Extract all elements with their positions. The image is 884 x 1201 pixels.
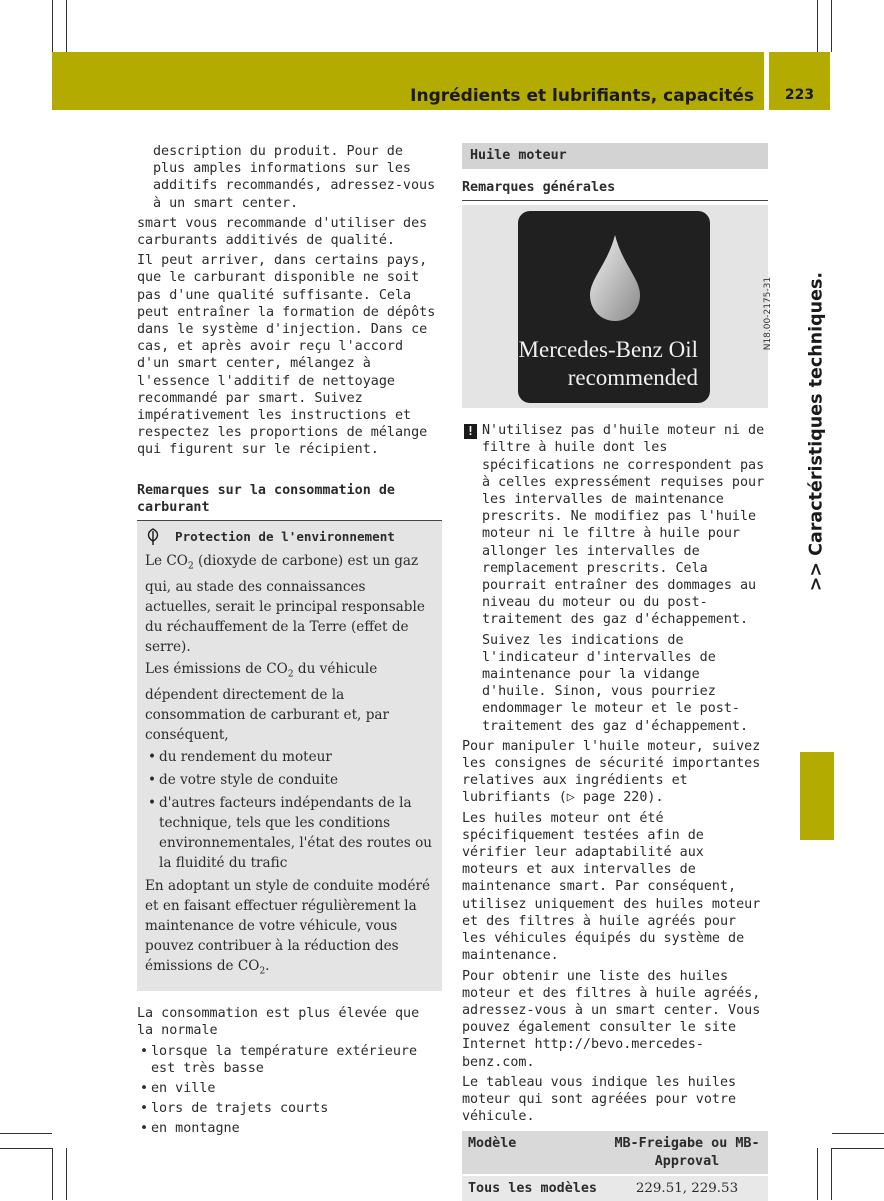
warning-paragraph: N'utilisez pas d'huile moteur ni de filtre à huile dont les spécifications ne correspondent pas à celles expressément requises pour les intervalles de maintenance prescrits. Ne modifiez pas l'huile moteur ni le filtre à huile pour allonger les intervalles de remplacement prescrits. Cela pourrait entraîner des dommages au niveau du moteur ou du post-traitement des gaz d'échappement. <box>482 423 765 628</box>
paragraph: La consommation est plus élevée que la normale <box>137 1006 420 1039</box>
crop-mark <box>66 1148 67 1200</box>
environment-title: Protection de l'environnement <box>175 529 395 545</box>
indent-paragraph: description du produit. Pour de plus amples informations sur les additifs recommandés, adressez-vous à un smart center. <box>153 144 436 211</box>
crop-mark <box>832 1133 884 1134</box>
oil-text-line2: recommended <box>567 365 698 391</box>
crop-mark <box>832 1148 884 1149</box>
crop-mark <box>817 0 818 52</box>
environment-bullet-list <box>145 747 434 873</box>
paragraph: Pour manipuler l'huile moteur, suivez les consignes de sécurité importantes relatives aux ingrédients et lubrifiants (▷ page 220). <box>462 738 761 806</box>
table-cell: 229.51, 229.53 <box>606 1175 768 1201</box>
subheading: Remarques générales <box>462 180 616 195</box>
header-bar <box>52 52 764 110</box>
bullet-list <box>137 1043 442 1138</box>
paragraph: Pour obtenir une liste des huiles moteur et des filtres à huile agréés, adressez-vous à un smart center. Vous pouvez également consulter le site Internet http://bevo.mercedes-benz.com. <box>462 968 761 1070</box>
paragraph: Il peut arriver, dans certains pays, que le carburant disponible ne soit pas d'une qualité suffisante. Cela peut entraîner la formation de dépôts dans le système d'injection. Dans ce cas, et après avoir reçu l'accord d'un smart center, mélangez à l'essence l'additif de nettoyage recommandé par smart. Suivez impérativement les instructions et respectez les proportions de mélange qui figurent sur le récipient. <box>137 253 436 458</box>
oil-text-line1: Mercedes-Benz Oil <box>518 337 698 363</box>
table-header-cell: MB-Freigabe ou MB-Approval <box>606 1131 768 1174</box>
side-section-label: >> Caractéristiques techniques. <box>806 271 827 592</box>
list-item: • de votre style de conduite <box>145 770 434 790</box>
environment-header <box>145 527 434 547</box>
right-column <box>462 143 774 1201</box>
left-column <box>137 143 442 1141</box>
crop-mark <box>66 0 67 52</box>
section-header: Huile moteur <box>462 143 768 169</box>
paragraph: Le tableau vous indique les huiles moteur qui sont agréées pour votre véhicule. <box>462 1074 737 1125</box>
crop-mark <box>817 1148 818 1200</box>
environment-paragraph: En adoptant un style de conduite modéré et en faisant effectuer régulièrement la maintenance de votre véhicule, vous pouvez contribuer à la réduction des émissions de $CO_2$. <box>145 877 431 977</box>
warning-block <box>462 422 768 735</box>
crop-mark <box>831 0 832 52</box>
oil-sign <box>518 211 710 403</box>
side-tab <box>800 752 834 840</box>
oil-spec-table <box>462 1131 768 1201</box>
crop-mark <box>0 1148 52 1149</box>
crop-mark <box>0 1133 52 1134</box>
page-number-box <box>769 52 830 110</box>
warning-paragraph: Suivez les indications de l'indicateur d'intervalles de maintenance pour la vidange d'huile. Sinon, vous pourriez endommager le moteur et le post-traitement des gaz d'échappement. <box>482 632 749 734</box>
list-item: • du rendement du moteur <box>145 747 434 767</box>
list-item: • d'autres facteurs indépendants de la technique, tels que les conditions environnementales, l'état des routes ou la fluidité du trafic <box>145 793 434 873</box>
leaf-icon <box>145 528 161 546</box>
oil-drop-icon <box>586 233 644 323</box>
environment-paragraph: Le $CO_2$ (dioxyde de carbone) est un gaz qui, au stade des connaissances actuelles, serait le principal responsable du réchauffement de la Terre (effet de serre). <box>145 553 425 655</box>
table-header-row <box>462 1131 768 1174</box>
list-item: • en montagne <box>137 1120 442 1137</box>
heading-rule <box>462 200 768 201</box>
oil-recommended-image <box>462 205 774 408</box>
paragraph: smart vous recommande d'utiliser des carburants additivés de qualité. <box>137 215 428 249</box>
crop-mark <box>52 1148 53 1200</box>
page-number: 223 <box>784 86 815 103</box>
header-title: Ingrédients et lubrifiants, capacités <box>410 85 754 106</box>
environment-paragraph: Les émissions de $CO_2$ du véhicule dépendent directement de la consommation de carburant et, par conséquent, <box>145 660 390 743</box>
crop-mark <box>52 0 53 52</box>
list-item: • en ville <box>137 1080 442 1097</box>
table-row <box>462 1175 768 1201</box>
paragraph: Les huiles moteur ont été spécifiquement testées afin de vérifier leur adaptabilité aux moteurs et aux intervalles de maintenance smart. Par conséquent, utilisez uniquement des huiles moteur et des filtres à huile agréés pour les véhicules équipés du système de maintenance. <box>462 810 761 964</box>
table-header-cell: Modèle <box>462 1131 606 1174</box>
list-item: • lorsque la température extérieure est très basse <box>137 1043 442 1077</box>
table-cell: Tous les modèles <box>462 1175 606 1201</box>
warning-icon: ! <box>464 424 477 439</box>
list-item: • lors de trajets courts <box>137 1100 442 1117</box>
environment-box <box>137 521 442 991</box>
image-code: N18.00-2175-31 <box>763 277 774 351</box>
crop-mark <box>831 1148 832 1200</box>
section-heading: Remarques sur la consommation de carburant <box>137 482 395 515</box>
